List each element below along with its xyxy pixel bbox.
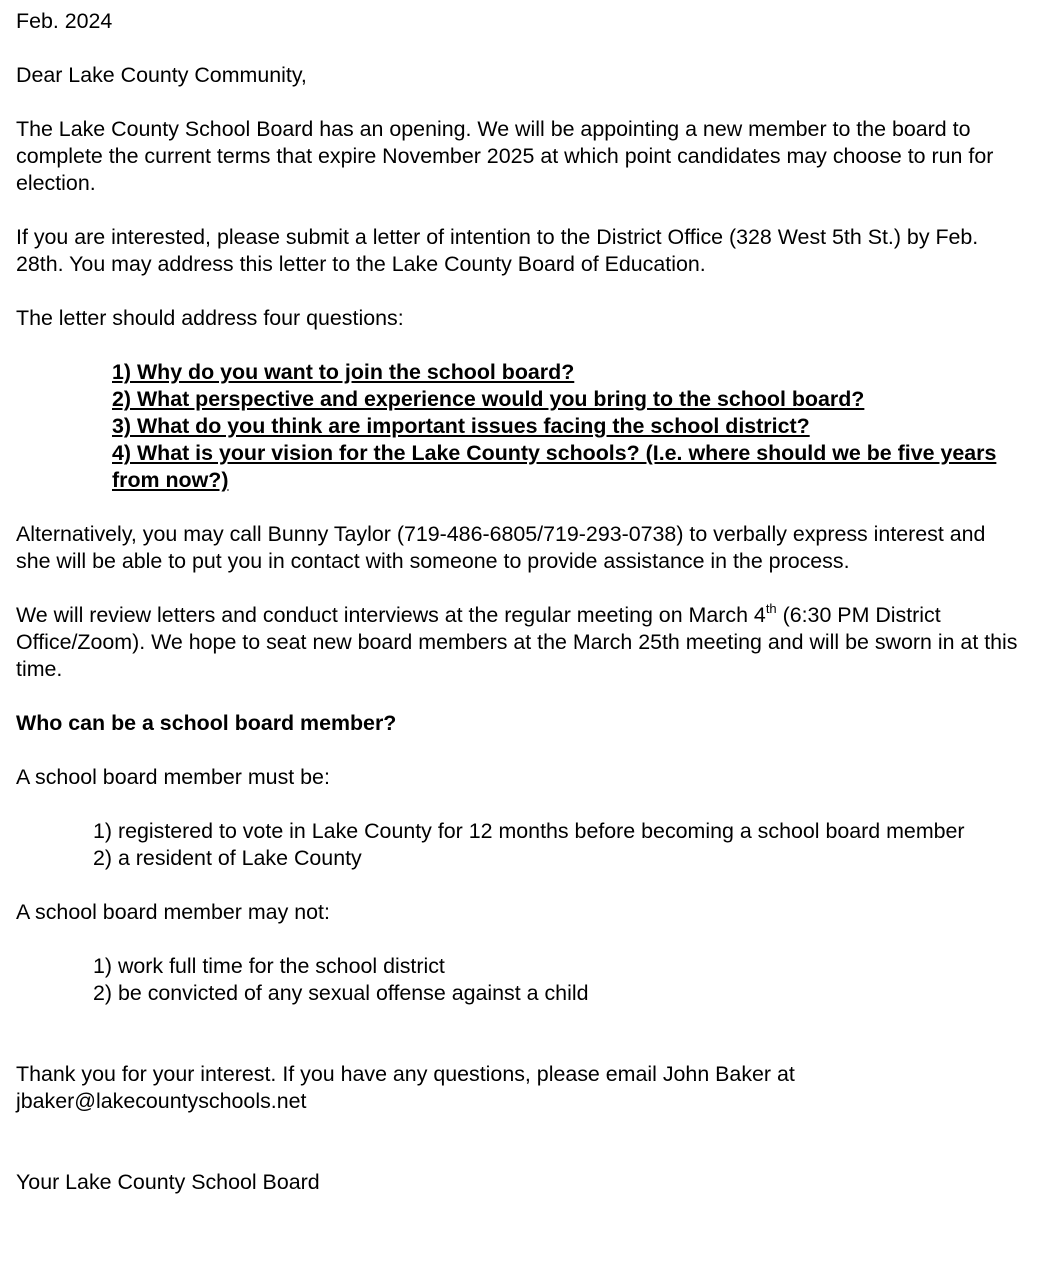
review-text-before: We will review letters and conduct interviews at the regular meeting on March 4 bbox=[16, 603, 766, 627]
question-item: 1) Why do you want to join the school board? bbox=[112, 360, 575, 384]
questions-list bbox=[112, 359, 1021, 494]
may-not-item: 1) work full time for the school district bbox=[93, 954, 445, 978]
must-be-item: 1) registered to vote in Lake County for 12 months before becoming a school board member bbox=[93, 819, 965, 843]
may-not-intro: A school board member may not: bbox=[16, 900, 330, 924]
must-be-intro: A school board member must be: bbox=[16, 765, 330, 789]
opening-paragraph: The Lake County School Board has an opening. We will be appointing a new member to the board to complete the current terms that expire November 2025 at which point candidates may choose to run for election. bbox=[16, 117, 994, 195]
review-superscript: th bbox=[765, 601, 777, 616]
salutation: Dear Lake County Community, bbox=[16, 63, 307, 87]
must-be-item: 2) a resident of Lake County bbox=[93, 846, 362, 870]
letter-page bbox=[16, 8, 1021, 1196]
submit-paragraph: If you are interested, please submit a letter of intention to the District Office (328 West 5th St.) by Feb. 28th. You may address this letter to the Lake County Board of Education. bbox=[16, 225, 979, 276]
alternative-paragraph: Alternatively, you may call Bunny Taylor (719-486-6805/719-293-0738) to verbally express interest and she will be able to put you in contact with someone to provide assistance in the process. bbox=[16, 522, 986, 573]
question-item: 3) What do you think are important issues facing the school district? bbox=[112, 414, 810, 438]
question-item: 4) What is your vision for the Lake County schools? (I.e. where should we be five years from now?) bbox=[112, 441, 997, 492]
may-not-item: 2) be convicted of any sexual offense against a child bbox=[93, 981, 589, 1005]
questions-intro: The letter should address four questions: bbox=[16, 306, 404, 330]
review-paragraph bbox=[16, 602, 1021, 683]
signoff: Your Lake County School Board bbox=[16, 1170, 320, 1194]
thanks-paragraph: Thank you for your interest. If you have any questions, please email John Baker at jbaker@lakecountyschools.net bbox=[16, 1062, 795, 1113]
review-text-after: (6:30 PM District Office/Zoom). We hope to seat new board members at the March 25th meeting and will be sworn in at this time. bbox=[16, 603, 1018, 681]
eligibility-heading: Who can be a school board member? bbox=[16, 711, 397, 735]
letter-date: Feb. 2024 bbox=[16, 9, 113, 33]
question-item: 2) What perspective and experience would you bring to the school board? bbox=[112, 387, 865, 411]
